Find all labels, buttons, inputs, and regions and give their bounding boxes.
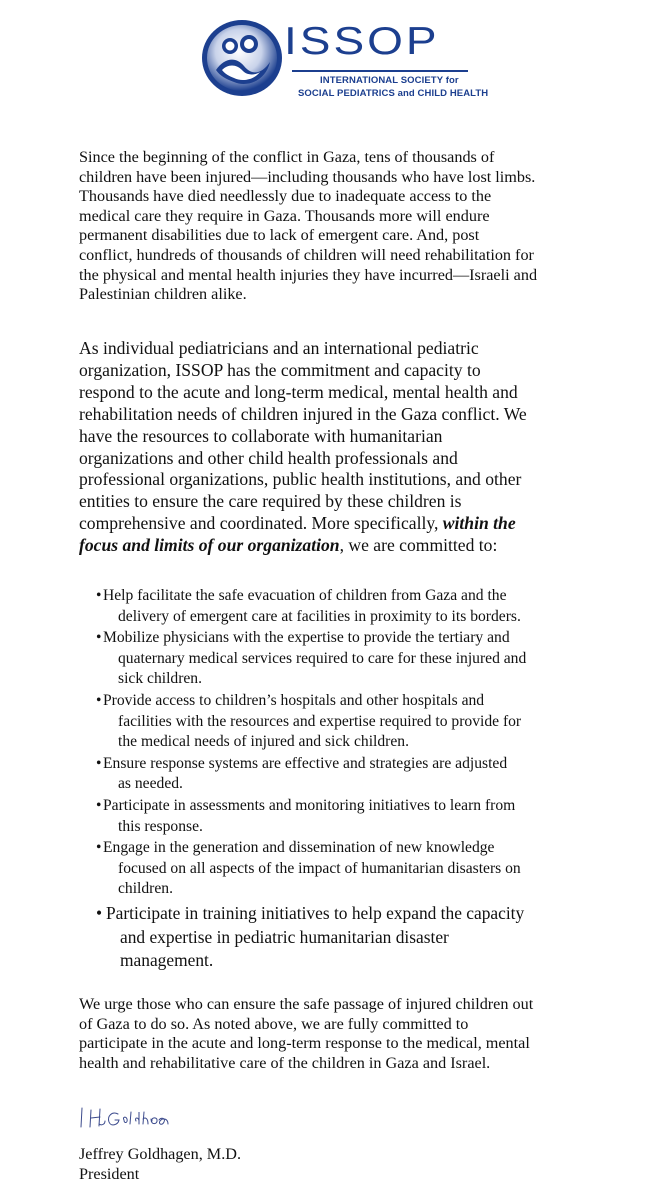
- list-item: [96, 754, 526, 795]
- list-item-text: this response.: [118, 817, 203, 835]
- letterhead-divider: [292, 70, 468, 72]
- bullet-icon: •: [96, 587, 102, 604]
- list-item-text: Help facilitate the safe evacuation of children from Gaza and the: [103, 587, 507, 604]
- text-line: Palestinian children alike.: [79, 285, 247, 304]
- bullet-icon: •: [96, 691, 102, 709]
- text-line: have the resources to collaborate with humanitarian: [79, 425, 443, 446]
- text-segment: comprehensive and coordinated. More specifically,: [79, 513, 443, 534]
- list-item-text: management.: [120, 950, 214, 971]
- text-line: respond to the acute and long-term medical, mental health and: [79, 381, 518, 402]
- bullet-icon: •: [96, 902, 103, 923]
- list-item-text: quaternary medical services required to care for these injured and: [118, 649, 527, 667]
- text-line: rehabilitation needs of children injured in the Gaza conflict. We: [79, 403, 527, 424]
- text-line: health and rehabilitative care of the children in Gaza and Israel.: [79, 1053, 491, 1072]
- list-item-text: facilities with the resources and expertise required to provide for: [118, 712, 522, 730]
- text-line: professional organizations, public health institutions, and other: [79, 469, 522, 490]
- list-item: [96, 902, 526, 973]
- text-segment: , we are committed to:: [339, 535, 498, 556]
- list-item-text: Mobilize physicians with the expertise to provide the tertiary and: [103, 629, 510, 647]
- list-item: [96, 691, 526, 753]
- list-item-text: children.: [118, 880, 173, 898]
- org-full-name-line2: SOCIAL PEDIATRICS and CHILD HEALTH: [298, 88, 489, 99]
- bullet-icon: •: [96, 839, 102, 857]
- text-line: permanent disabilities due to lack of emergent care. And, post: [79, 226, 480, 245]
- list-item-text: as needed.: [118, 775, 183, 793]
- text-line: [79, 535, 527, 557]
- text-line: Thousands have died needlessly due to inadequate access to the: [79, 187, 492, 206]
- list-item: [96, 628, 526, 690]
- org-full-name-line1: INTERNATIONAL SOCIETY for: [320, 75, 459, 86]
- emphasis-text: within the: [442, 513, 516, 534]
- paragraph-urge-safe-passage: [79, 995, 533, 1073]
- bullet-icon: •: [96, 796, 102, 814]
- list-item-text: delivery of emergent care at facilities in proximity to its borders.: [118, 607, 521, 625]
- letterhead: [200, 18, 489, 104]
- list-item-text: Provide access to children’s hospitals and other hospitals and: [103, 691, 485, 709]
- text-line: Since the beginning of the conflict in Gaza, tens of thousands of: [79, 148, 495, 166]
- text-line: medical care they require in Gaza. Thousands more will endure: [79, 206, 490, 225]
- text-line: organization, ISSOP has the commitment and capacity to: [79, 359, 481, 380]
- text-line: conflict, hundreds of thousands of children will need rehabilitation for: [79, 245, 534, 264]
- list-item: [96, 796, 526, 837]
- commitments-list: [96, 586, 526, 973]
- handwritten-signature: [78, 1100, 170, 1134]
- list-item-text: focused on all aspects of the impact of humanitarian disasters on: [118, 859, 521, 877]
- emphasis-text: focus and limits of our organization: [79, 535, 340, 556]
- signer-title: President: [79, 1164, 140, 1183]
- list-item-text: the medical needs of injured and sick children.: [118, 733, 409, 751]
- text-line: the physical and mental health injuries they have incurred—Israeli and: [79, 265, 538, 284]
- text-line: entities to ensure the care required by these children is: [79, 491, 462, 512]
- text-line: We urge those who can ensure the safe passage of injured children out: [79, 995, 534, 1013]
- bullet-icon: •: [96, 629, 102, 647]
- text-line: of Gaza to do so. As noted above, we are fully committed to: [79, 1014, 469, 1033]
- list-item-text: Engage in the generation and dissemination of new knowledge: [103, 839, 495, 857]
- list-item-text: and expertise in pediatric humanitarian disaster: [120, 926, 449, 947]
- text-line: children have been injured—including thousands who have lost limbs.: [79, 167, 536, 186]
- text-line: As individual pediatricians and an international pediatric: [79, 338, 479, 358]
- paragraph-issop-commitment: [79, 338, 527, 557]
- signer-name: Jeffrey Goldhagen, M.D.: [79, 1145, 241, 1163]
- org-acronym: ISSOP: [284, 18, 440, 63]
- list-item-text: Ensure response systems are effective and strategies are adjusted: [103, 754, 508, 772]
- list-item-text: sick children.: [118, 670, 203, 688]
- text-line: organizations and other child health professionals and: [79, 447, 458, 468]
- bullet-icon: •: [96, 754, 102, 772]
- signer-block: [79, 1145, 241, 1184]
- text-line: participate in the acute and long-term response to the medical, mental: [79, 1034, 530, 1053]
- list-item: [96, 838, 526, 900]
- text-line: [79, 513, 527, 535]
- issop-children-logo-icon: [200, 18, 284, 98]
- list-item-text: Participate in assessments and monitoring initiatives to learn from: [103, 796, 516, 814]
- list-item: [96, 586, 526, 627]
- list-item-text: Participate in training initiatives to help expand the capacity: [106, 902, 525, 923]
- paragraph-conflict-impact: [79, 148, 537, 305]
